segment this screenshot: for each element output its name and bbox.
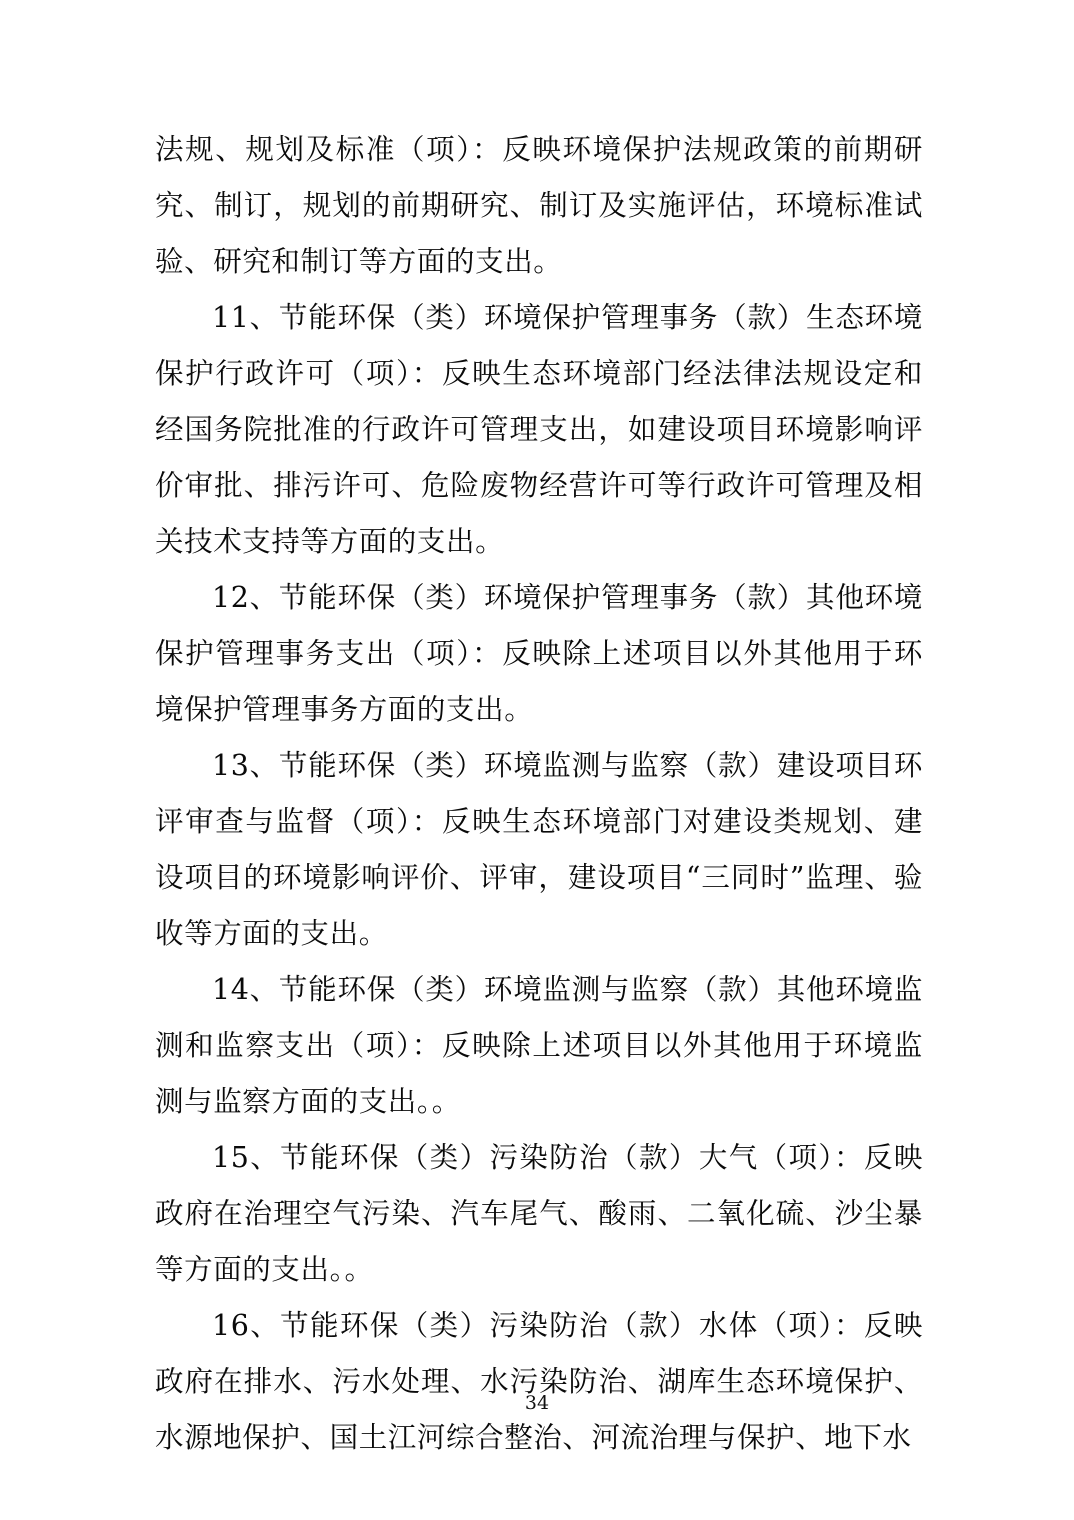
page-body-text xyxy=(155,122,923,1466)
paragraph-item-12: 12、节能环保（类）环境保护管理事务（款）其他环境保护管理事务支出（项）：反映除上述项目以外其他用于环境保护管理事务方面的支出。 xyxy=(155,581,923,726)
page-number: 34 xyxy=(524,1392,550,1414)
paragraph-item-14: 14、节能环保（类）环境监测与监察（款）其他环境监测和监察支出（项）：反映除上述项目以外其他用于环境监测与监察方面的支出。。 xyxy=(155,973,923,1118)
paragraph-item-13: 13、节能环保（类）环境监测与监察（款）建设项目环评审查与监督（项）：反映生态环境部门对建设类规划、建设项目的环境影响评价、评审，建设项目“三同时”监理、验收等方面的支出。 xyxy=(155,749,923,950)
paragraph-item-11: 11、节能环保（类）环境保护管理事务（款）生态环境保护行政许可（项）：反映生态环境部门经法律法规设定和经国务院批准的行政许可管理支出，如建设项目环境影响评价审批、排污许可、危险废物经营许可等行政许可管理及相关技术支持等方面的支出。 xyxy=(155,301,923,558)
paragraph-item-15: 15、节能环保（类）污染防治（款）大气（项）：反映政府在治理空气污染、汽车尾气、酸雨、二氧化硫、沙尘暴等方面的支出。。 xyxy=(155,1141,923,1286)
paragraph-fagui: 法规、规划及标准（项）：反映环境保护法规政策的前期研究、制订，规划的前期研究、制订及实施评估，环境标准试验、研究和制订等方面的支出。 xyxy=(155,133,923,278)
paragraph-item-16: 16、节能环保（类）污染防治（款）水体（项）：反映政府在排水、污水处理、水污染防治、湖库生态环境保护、水源地保护、国土江河综合整治、河流治理与保护、地下水 xyxy=(155,1309,923,1454)
